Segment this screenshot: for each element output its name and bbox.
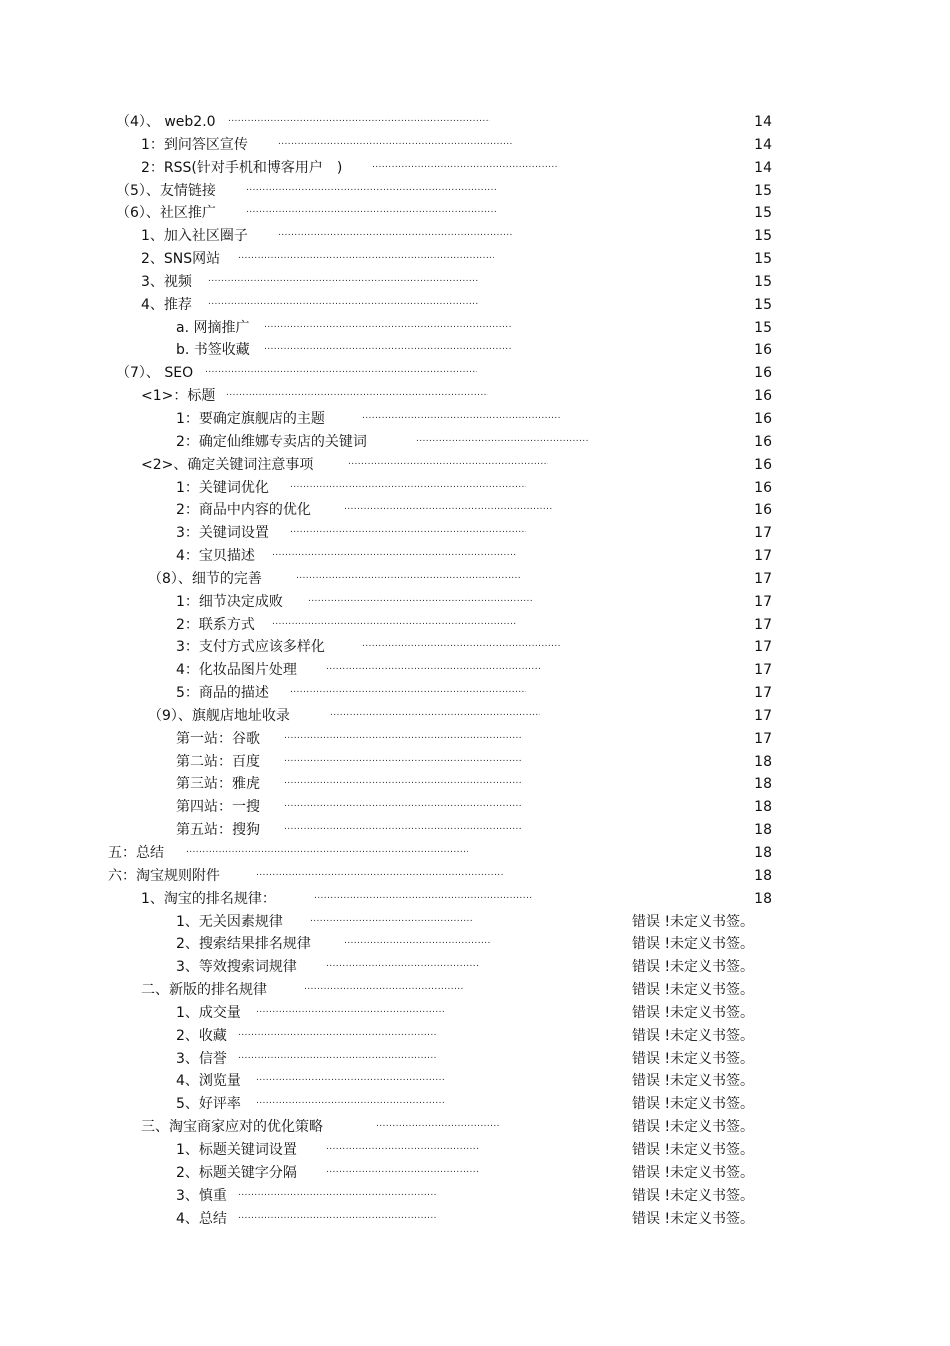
toc-entry-title: 3：支付方式应该多样化 bbox=[176, 639, 325, 656]
toc-leader-dots bbox=[326, 953, 480, 976]
toc-leader-dots bbox=[290, 679, 526, 702]
toc-entry-title: 4、总结 bbox=[176, 1210, 227, 1227]
toc-entry-page: 15 bbox=[754, 319, 772, 336]
toc-entry-title: 1：关键词优化 bbox=[176, 479, 269, 496]
toc-entry[interactable] bbox=[0, 1208, 950, 1231]
toc-entry[interactable] bbox=[0, 1048, 950, 1071]
toc-entry[interactable] bbox=[0, 956, 950, 979]
toc-entry-title: 4、浏览量 bbox=[176, 1073, 241, 1090]
toc-entry-page: 18 bbox=[754, 867, 772, 884]
toc-leader-dots bbox=[238, 245, 494, 268]
toc-entry-page: 15 bbox=[754, 251, 772, 268]
toc-entry-page: 18 bbox=[754, 890, 772, 907]
toc-entry-error: 错误 !未定义书签。 bbox=[632, 1164, 755, 1181]
toc-leader-dots bbox=[226, 382, 488, 405]
toc-entry-title: 1、淘宝的排名规律： bbox=[141, 890, 276, 907]
toc-leader-dots bbox=[284, 793, 522, 816]
toc-leader-dots bbox=[308, 588, 534, 611]
toc-entry-title: 1：到问答区宣传 bbox=[141, 136, 248, 153]
toc-entry-error: 错误 !未定义书签。 bbox=[632, 1141, 755, 1158]
toc-entry-title: 3、等效搜索词规律 bbox=[176, 959, 297, 976]
toc-entry-error: 错误 !未定义书签。 bbox=[632, 1004, 755, 1021]
toc-leader-dots bbox=[348, 451, 548, 474]
toc-entry-error: 错误 !未定义书签。 bbox=[632, 913, 755, 930]
toc-leader-dots bbox=[246, 199, 498, 222]
toc-entry-title: 1、成交量 bbox=[176, 1004, 241, 1021]
toc-entry-title: <2>、确定关键词注意事项 bbox=[141, 456, 314, 473]
toc-entry[interactable] bbox=[0, 1185, 950, 1208]
toc-leader-dots bbox=[256, 999, 446, 1022]
toc-entry[interactable] bbox=[0, 1025, 950, 1048]
toc-entry-error: 错误 !未定义书签。 bbox=[632, 1096, 755, 1113]
toc-entry-page: 16 bbox=[754, 365, 772, 382]
toc-entry-page: 15 bbox=[754, 182, 772, 199]
toc-entry-page: 16 bbox=[754, 456, 772, 473]
toc-entry-title: 2、收藏 bbox=[176, 1027, 227, 1044]
toc-leader-dots bbox=[256, 1067, 446, 1090]
toc-entry-page: 17 bbox=[754, 730, 772, 747]
toc-leader-dots bbox=[304, 976, 464, 999]
toc-leader-dots bbox=[314, 885, 532, 908]
toc-leader-dots bbox=[256, 1090, 446, 1113]
toc-leader-dots bbox=[416, 428, 588, 451]
toc-leader-dots bbox=[278, 131, 512, 154]
toc-leader-dots bbox=[228, 108, 490, 131]
toc-entry-title: 3、视频 bbox=[141, 273, 192, 290]
toc-leader-dots bbox=[326, 1136, 480, 1159]
toc-entry-page: 18 bbox=[754, 776, 772, 793]
toc-entry-title: 2：确定仙维娜专卖店的关键词 bbox=[176, 433, 367, 450]
toc-entry-title: 2、SNS网站 bbox=[141, 251, 221, 268]
toc-entry-title: （7）、 SEO bbox=[116, 365, 194, 382]
toc-entry-page: 15 bbox=[754, 273, 772, 290]
toc-entry-page: 14 bbox=[754, 114, 772, 130]
toc-leader-dots bbox=[326, 656, 542, 679]
toc-entry-error: 错误 !未定义书签。 bbox=[632, 936, 755, 953]
toc-entry-page: 17 bbox=[754, 707, 772, 724]
toc-entry-title: 2、搜索结果排名规律 bbox=[176, 936, 311, 953]
toc-entry-title: 第三站：雅虎 bbox=[176, 776, 260, 793]
toc-entry-page: 16 bbox=[754, 410, 772, 427]
toc-entry-page: 17 bbox=[754, 525, 772, 542]
toc-leader-dots bbox=[208, 291, 478, 314]
toc-entry-page: 16 bbox=[754, 479, 772, 496]
toc-entry-title: 5、好评率 bbox=[176, 1096, 241, 1113]
toc-leader-dots bbox=[264, 336, 512, 359]
toc-entry[interactable] bbox=[0, 1002, 950, 1025]
toc-leader-dots bbox=[256, 862, 504, 885]
toc-leader-dots bbox=[344, 930, 490, 953]
toc-entry-page: 17 bbox=[754, 685, 772, 702]
toc-entry-error: 错误 !未定义书签。 bbox=[632, 1073, 755, 1090]
toc-entry-title: 1、无关因素规律 bbox=[176, 913, 283, 930]
toc-entry-title: 4、推荐 bbox=[141, 296, 192, 313]
toc-leader-dots bbox=[238, 1022, 436, 1045]
toc-entry-title: 六：淘宝规则附件 bbox=[108, 867, 220, 884]
toc-entry[interactable] bbox=[0, 819, 950, 842]
toc-entry-page: 18 bbox=[754, 822, 772, 839]
toc-leader-dots bbox=[278, 222, 512, 245]
toc-entry-title: 二、新版的排名规律 bbox=[141, 982, 267, 999]
toc-leader-dots bbox=[284, 748, 522, 771]
toc-leader-dots bbox=[272, 542, 516, 565]
toc-entry-title: 1、加入社区圈子 bbox=[141, 228, 248, 245]
toc-entry-page: 17 bbox=[754, 570, 772, 587]
toc-entry[interactable] bbox=[0, 888, 950, 911]
toc-entry-title: 3：关键词设置 bbox=[176, 525, 269, 542]
toc-entry-page: 15 bbox=[754, 296, 772, 313]
toc-leader-dots bbox=[290, 519, 526, 542]
toc-entry-title: <1>：标题 bbox=[141, 388, 216, 405]
toc-leader-dots bbox=[372, 154, 558, 177]
toc-entry-title: 4：宝贝描述 bbox=[176, 548, 255, 565]
toc-entry-title: （6）、社区推广 bbox=[116, 205, 216, 222]
toc-entry-error: 错误 !未定义书签。 bbox=[632, 1119, 755, 1136]
toc-leader-dots bbox=[238, 1182, 436, 1205]
toc-entry-error: 错误 !未定义书签。 bbox=[632, 982, 755, 999]
toc-entry-page: 15 bbox=[754, 228, 772, 245]
toc-entry-title: 第四站：一搜 bbox=[176, 799, 260, 816]
table-of-contents bbox=[0, 111, 950, 1230]
toc-entry[interactable] bbox=[0, 1162, 950, 1185]
toc-entry-title: 1：要确定旗舰店的主题 bbox=[176, 410, 325, 427]
toc-entry-error: 错误 !未定义书签。 bbox=[632, 1187, 755, 1204]
toc-entry-page: 17 bbox=[754, 662, 772, 679]
toc-entry-title: （9）、旗舰店地址收录 bbox=[148, 707, 290, 724]
toc-leader-dots bbox=[344, 496, 552, 519]
toc-leader-dots bbox=[238, 1205, 436, 1228]
toc-entry-page: 17 bbox=[754, 593, 772, 610]
toc-leader-dots bbox=[310, 908, 472, 931]
toc-entry-title: 2：商品中内容的优化 bbox=[176, 502, 311, 519]
toc-entry-title: b. 书签收藏 bbox=[176, 342, 250, 359]
toc-entry-title: 第二站：百度 bbox=[176, 753, 260, 770]
toc-entry-title: a. 网摘推广 bbox=[176, 319, 250, 336]
toc-leader-dots bbox=[238, 1045, 436, 1068]
toc-entry-title: 2：联系方式 bbox=[176, 616, 255, 633]
toc-leader-dots bbox=[205, 359, 477, 382]
toc-entry-page: 14 bbox=[754, 136, 772, 153]
toc-leader-dots bbox=[186, 839, 468, 862]
toc-entry-title: 2、标题关键字分隔 bbox=[176, 1164, 297, 1181]
toc-entry-title: 第一站：谷歌 bbox=[176, 730, 260, 747]
toc-entry-title: 1、标题关键词设置 bbox=[176, 1141, 297, 1158]
toc-leader-dots bbox=[272, 611, 516, 634]
toc-leader-dots bbox=[362, 633, 560, 656]
toc-entry-title: 1：细节决定成败 bbox=[176, 593, 283, 610]
toc-entry-title: 三、淘宝商家应对的优化策略 bbox=[141, 1119, 323, 1136]
toc-entry-page: 15 bbox=[754, 205, 772, 222]
toc-leader-dots bbox=[362, 405, 560, 428]
toc-leader-dots bbox=[246, 177, 498, 200]
toc-leader-dots bbox=[330, 702, 540, 725]
toc-entry-title: 4：化妆品图片处理 bbox=[176, 662, 297, 679]
toc-leader-dots bbox=[284, 725, 522, 748]
toc-entry-error: 错误 !未定义书签。 bbox=[632, 1027, 755, 1044]
toc-entry-page: 17 bbox=[754, 639, 772, 656]
toc-entry-title: 5：商品的描述 bbox=[176, 685, 269, 702]
toc-entry-title: 3、信誉 bbox=[176, 1050, 227, 1067]
toc-entry-page: 18 bbox=[754, 845, 772, 861]
toc-entry-page: 17 bbox=[754, 616, 772, 633]
toc-entry[interactable] bbox=[0, 1070, 950, 1093]
toc-entry-title: （5）、友情链接 bbox=[116, 182, 216, 199]
toc-entry-title: （4）、 web2.0 bbox=[116, 114, 216, 130]
toc-leader-dots bbox=[284, 770, 522, 793]
toc-leader-dots bbox=[296, 565, 522, 588]
toc-entry-page: 16 bbox=[754, 342, 772, 359]
toc-entry-page: 17 bbox=[754, 548, 772, 565]
toc-entry-page: 18 bbox=[754, 799, 772, 816]
toc-entry-error: 错误 !未定义书签。 bbox=[632, 1050, 755, 1067]
toc-entry-title: 3、慎重 bbox=[176, 1187, 227, 1204]
toc-entry-error: 错误 !未定义书签。 bbox=[632, 959, 755, 976]
toc-entry-title: 2：RSS(针对手机和博客用户 ) bbox=[141, 159, 343, 176]
toc-entry[interactable] bbox=[0, 979, 950, 1002]
toc-entry-title: 第五站：搜狗 bbox=[176, 822, 260, 839]
toc-entry-page: 16 bbox=[754, 388, 772, 405]
toc-leader-dots bbox=[326, 1159, 480, 1182]
toc-leader-dots bbox=[284, 816, 522, 839]
toc-entry-title: 五：总结 bbox=[108, 845, 164, 861]
toc-entry-page: 16 bbox=[754, 502, 772, 519]
toc-leader-dots bbox=[290, 474, 526, 497]
toc-entry-error: 错误 !未定义书签。 bbox=[632, 1210, 755, 1227]
toc-leader-dots bbox=[376, 1113, 500, 1136]
toc-entry-page: 16 bbox=[754, 433, 772, 450]
toc-entry-title: （8）、细节的完善 bbox=[148, 570, 262, 587]
toc-entry-page: 18 bbox=[754, 753, 772, 770]
toc-entry-page: 14 bbox=[754, 159, 772, 176]
toc-leader-dots bbox=[208, 268, 478, 291]
toc-leader-dots bbox=[264, 314, 512, 337]
